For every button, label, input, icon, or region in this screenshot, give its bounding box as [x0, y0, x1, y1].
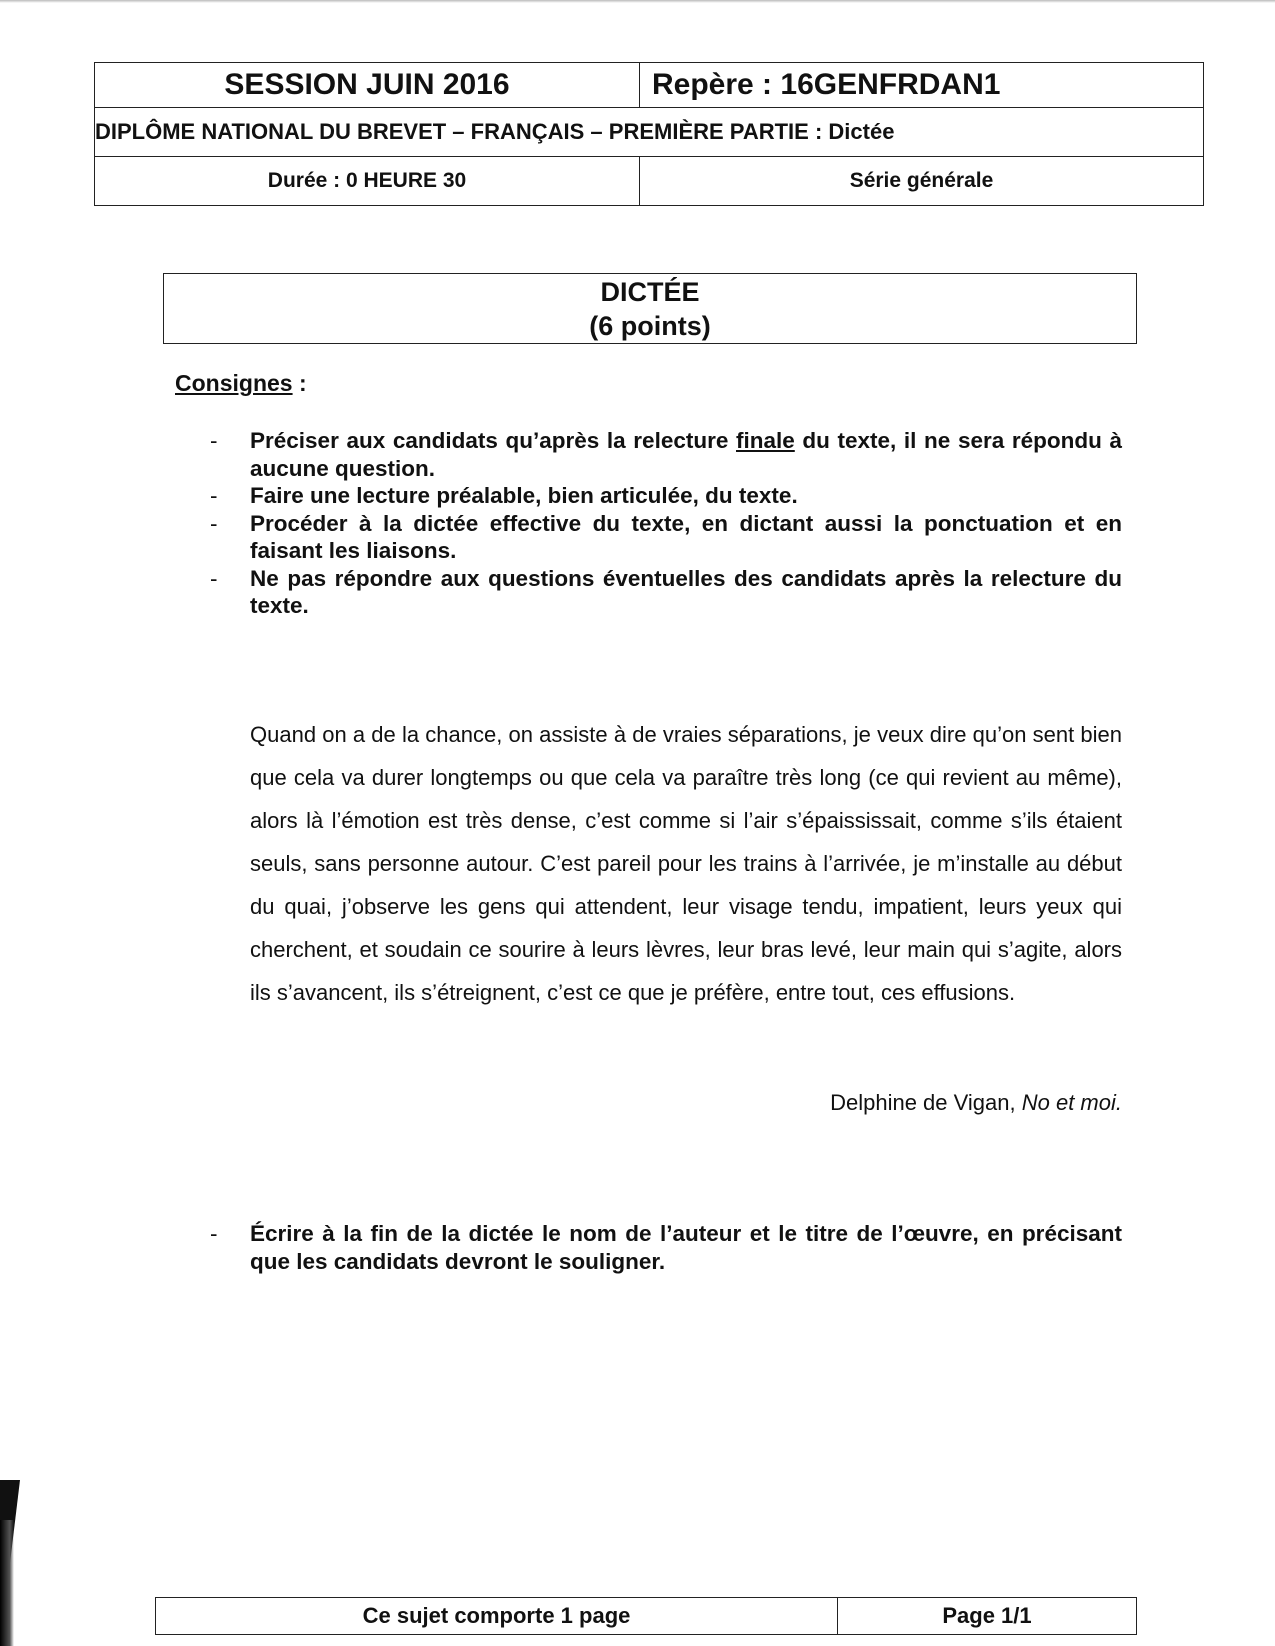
- consignes-heading: [175, 370, 307, 397]
- source-work: No et moi.: [1021, 1090, 1122, 1115]
- consigne-1-after: du texte, il ne sera répondu à aucune question.: [250, 428, 1122, 481]
- page-edge: [0, 0, 1275, 3]
- header-row-session: [95, 63, 1203, 108]
- diplome-label: DIPLÔME NATIONAL DU BREVET – FRANÇAIS – PREMIÈRE PARTIE : Dictée: [95, 119, 895, 144]
- source-author: Delphine de Vigan,: [830, 1090, 1022, 1115]
- dictee-title-box: [163, 273, 1137, 344]
- header-table: [94, 62, 1204, 206]
- repere-label: Repère : 16GENFRDAN1: [652, 68, 1001, 101]
- source-citation: [250, 1090, 1122, 1116]
- footer-page-number: Page 1/1: [942, 1603, 1032, 1628]
- consignes-title: Consignes: [175, 370, 293, 396]
- list-item: - Faire une lecture préalable, bien articulée, du texte.: [210, 482, 1122, 510]
- scan-shadow-edge: [0, 1520, 14, 1646]
- footer-page-count: Ce sujet comporte 1 page: [156, 1598, 838, 1634]
- dictee-points: (6 points): [589, 311, 711, 341]
- final-instruction-list: [210, 1220, 1122, 1275]
- list-item: - Procéder à la dictée effective du texte, en dictant aussi la ponctuation et en faisant les liaisons.: [210, 510, 1122, 565]
- consignes-list: [210, 427, 1122, 620]
- session-label: SESSION JUIN 2016: [95, 63, 640, 107]
- consignes-title-suffix: :: [292, 370, 307, 396]
- list-item: [210, 427, 1122, 482]
- serie-label: Série générale: [849, 169, 994, 192]
- consigne-1-before: Préciser aux candidats qu’après la relecture: [250, 428, 736, 453]
- consigne-1-underlined: finale: [736, 428, 795, 453]
- duree-label: Durée : 0 HEURE 30: [95, 157, 640, 205]
- dictation-text: Quand on a de la chance, on assiste à de vraies séparations, je veux dire qu’on sent bien que cela va durer longtemps ou que cela va paraître très long (ce qui revient au même), alors là l’émotion est très dense, c’est comme si l’air s’épaississait, comme s’ils étaient seuls, sans personne autour. C’est pareil pour les trains à l’arrivée, je m’installe au début du quai, j’observe les gens qui attendent, leur visage tendu, impatient, leurs yeux qui cherchent, et soudain ce sourire à leurs lèvres, leur bras levé, leur main qui s’agite, alors ils s’avancent, ils s’étreignent, c’est ce que je préfère, entre tout, ces effusions.: [250, 722, 1122, 1005]
- footer-table: [155, 1597, 1137, 1635]
- header-row-diplome: [95, 108, 1203, 157]
- header-row-duree: [95, 157, 1203, 205]
- list-item: - Ne pas répondre aux questions éventuelles des candidats après la relecture du texte.: [210, 565, 1122, 620]
- dictee-title: DICTÉE: [600, 277, 700, 307]
- final-instruction: - Écrire à la fin de la dictée le nom de l’auteur et le titre de l’œuvre, en précisant que les candidats devront le souligner.: [210, 1220, 1122, 1275]
